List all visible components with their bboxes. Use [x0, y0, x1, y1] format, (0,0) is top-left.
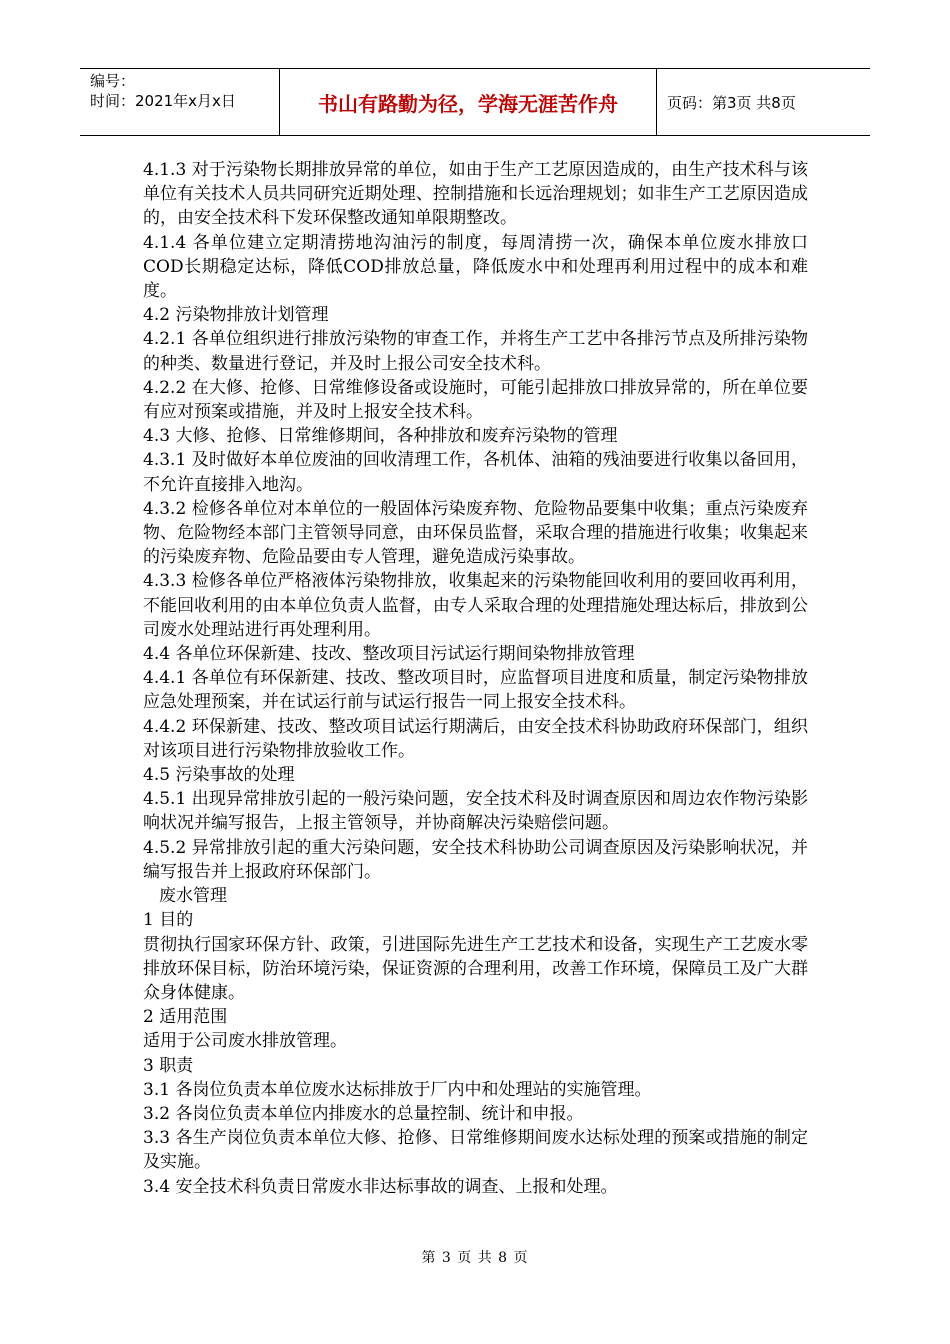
- paragraph: 3.2 各岗位负责本单位内排废水的总量控制、统计和申报。: [143, 1103, 584, 1124]
- section-heading: 4.5 污染事故的处理: [143, 765, 295, 786]
- paragraph: 3.4 安全技术科负责日常废水非达标事故的调查、上报和处理。: [143, 1176, 618, 1197]
- paragraph: 4.1.4 各单位建立定期清捞地沟油污的制度，每周清捞一次，确保本单位废水排放口COD长期稳定达标，降低COD排放总量，降低废水中和处理再利用过程中的成本和难度。: [143, 232, 808, 302]
- paragraph: 4.4.1 各单位有环保新建、技改、整改项目时，应监督项目进度和质量，制定污染物排放应急处理预案，并在试运行前与试运行报告一同上报安全技术科。: [143, 668, 808, 713]
- paragraph: 3.1 各岗位负责本单位废水达标排放于厂内中和处理站的实施管理。: [143, 1079, 652, 1100]
- paragraph: 4.3.3 检修各单位严格液体污染物排放，收集起来的污染物能回收利用的要回收再利用，不能回收利用的由本单位负责人监督，由专人采取合理的处理措施处理达标后，排放到公司废水处理站进行再处理利用。: [143, 571, 808, 640]
- paragraph: 4.1.3 对于污染物长期排放异常的单位，如由于生产工艺原因造成的，由生产技术科与该单位有关技术人员共同研究近期处理、控制措施和长远治理规划；如非生产工艺原因造成的，由安全技术科下发环保整改通知单限期整改。: [143, 160, 808, 229]
- section-heading: 4.3 大修、抢修、日常维修期间，各种排放和废弃污染物的管理: [143, 426, 618, 447]
- paragraph: 4.3.1 及时做好本单位废油的回收清理工作，各机体、油箱的残油要进行收集以备回用，不允许直接排入地沟。: [143, 450, 808, 495]
- header-page-label: 页码：第3页 共8页: [667, 93, 796, 112]
- document-body: [143, 158, 808, 1199]
- paragraph: 适用于公司废水排放管理。: [143, 1031, 347, 1052]
- section-heading: 3 职责: [143, 1055, 194, 1076]
- header-motto: 书山有路勤为径，学海无涯苦作舟: [280, 69, 657, 135]
- paragraph: 4.3.2 检修各单位对本单位的一般固体污染废弃物、危险物品要集中收集；重点污染废弃物、危险物经本部门主管领导同意，由环保员监督，采取合理的措施进行收集；收集起来的污染废弃物、危险品要由专人管理，避免造成污染事故。: [143, 498, 808, 568]
- header-info-cell: [80, 69, 280, 135]
- document-date-label: 时间：2021年x月x日: [90, 92, 236, 110]
- paragraph: 4.2.2 在大修、抢修、日常维修设备或设施时，可能引起排放口排放异常的，所在单位要有应对预案或措施，并及时上报安全技术科。: [143, 377, 808, 423]
- section-heading: 4.2 污染物排放计划管理: [143, 305, 329, 326]
- page-header: [80, 68, 870, 136]
- section-heading: 2 适用范围: [143, 1007, 228, 1028]
- page-footer: 第 3 页 共 8 页: [421, 1250, 529, 1266]
- paragraph: 4.2.1 各单位组织进行排放污染物的审查工作，并将生产工艺中各排污节点及所排污染物的种类、数量进行登记，并及时上报公司安全技术科。: [143, 329, 808, 374]
- paragraph: 4.4.2 环保新建、技改、整改项目试运行期满后，由安全技术科协助政府环保部门，组织对该项目进行污染物排放验收工作。: [143, 716, 808, 761]
- paragraph: 贯彻执行国家环保方针、政策，引进国际先进生产工艺技术和设备，实现生产工艺废水零排放环保目标，防治环境污染，保证资源的合理利用，改善工作环境，保障员工及广大群众身体健康。: [143, 934, 808, 1003]
- document-number-label: 编号：: [90, 72, 136, 90]
- paragraph: 4.5.2 异常排放引起的重大污染问题，安全技术科协助公司调查原因及污染影响状况，并编写报告并上报政府环保部门。: [143, 837, 808, 882]
- chapter-title: 废水管理: [159, 886, 227, 907]
- paragraph: 4.5.1 出现异常排放引起的一般污染问题，安全技术科及时调查原因和周边农作物污染影响状况并编写报告，上报主管领导，并协商解决污染赔偿问题。: [143, 789, 808, 834]
- paragraph: 3.3 各生产岗位负责本单位大修、抢修、日常维修期间废水达标处理的预案或措施的制定及实施。: [143, 1128, 808, 1173]
- section-heading: 4.4 各单位环保新建、技改、整改项目污试运行期间染物排放管理: [143, 644, 635, 665]
- section-heading: 1 目的: [143, 910, 194, 931]
